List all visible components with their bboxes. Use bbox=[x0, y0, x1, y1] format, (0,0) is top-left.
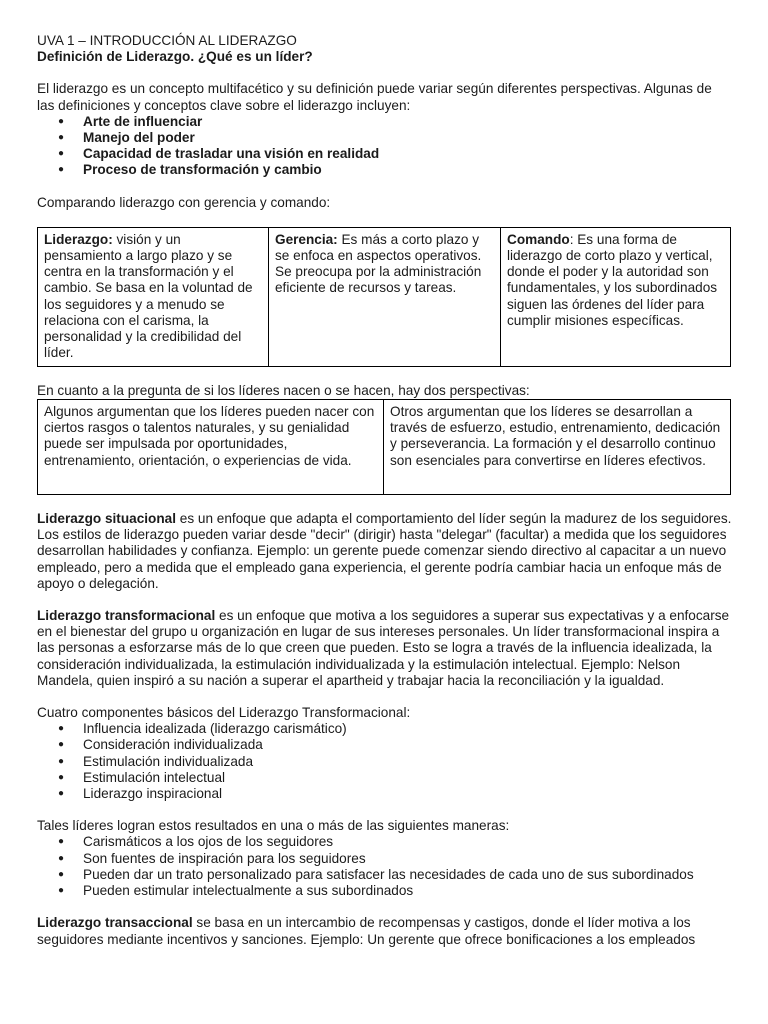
results-intro: Tales líderes logran estos resultados en una o más de las siguientes maneras: bbox=[37, 818, 510, 834]
components-list bbox=[37, 721, 732, 802]
list-item: ● Influencia idealizada (liderazgo carismático) bbox=[37, 721, 732, 737]
section-subtitle: Definición de Liderazgo. ¿Qué es un líder? bbox=[37, 49, 313, 65]
perspectives-table bbox=[37, 399, 731, 495]
cell-liderazgo: Liderazgo: visión y un pensamiento a largo plazo y se centra en la transformación y el cambio. Se basa en la voluntad de los seguidores y a menudo se relaciona con el carisma, la personalidad y la credibilidad del líder. bbox=[38, 227, 269, 366]
cell-made: Otros argumentan que los líderes se desarrollan a través de esfuerzo, estudio, entrenamiento, dedicación y perseverancia. La formación y el desarrollo continuo son esenciales para convertirse en líderes efectivos. bbox=[384, 400, 731, 495]
list-item: ● Arte de influenciar bbox=[37, 114, 732, 130]
document-page bbox=[37, 33, 732, 948]
comparison-intro: Comparando liderazgo con gerencia y comando: bbox=[37, 194, 331, 210]
list-item: ● Pueden dar un trato personalizado para satisfacer las necesidades de cada uno de sus subordinados bbox=[37, 867, 732, 883]
unit-title: UVA 1 – INTRODUCCIÓN AL LIDERAZGO bbox=[37, 33, 297, 48]
list-item: ● Carismáticos a los ojos de los seguidores bbox=[37, 834, 732, 850]
list-item: ● Son fuentes de inspiración para los seguidores bbox=[37, 851, 732, 867]
list-item: ● Liderazgo inspiracional bbox=[37, 786, 732, 802]
transformational-paragraph: Liderazgo transformacional es un enfoque que motiva a los seguidores a superar sus expectativas y a enfocarse en el bienestar del grupo u organización en lugar de sus intereses personales. Un líder transformacional inspira a las personas a esforzarse más de lo que creen que pueden. Esto se logra a través de la influencia idealizada, la consideración individualizada, la estimulación individualizada y la estimulación intelectual. Ejemplo: Nelson Mandela, quien inspiró a su nación a superar el apartheid y trabajar hacia la reconciliación y la igualdad. bbox=[37, 608, 730, 688]
cell-gerencia: Gerencia: Es más a corto plazo y se enfoca en aspectos operativos. Se preocupa por la administración eficiente de recursos y tareas. bbox=[269, 227, 501, 366]
transactional-paragraph: Liderazgo transaccional se basa en un intercambio de recompensas y castigos, donde el líder motiva a los seguidores mediante incentivos y sanciones. Ejemplo: Un gerente que ofrece bonificaciones a los empleados bbox=[37, 915, 696, 947]
list-item: ● Capacidad de trasladar una visión en realidad bbox=[37, 146, 732, 162]
results-list bbox=[37, 834, 732, 899]
list-item: ● Pueden estimular intelectualmente a sus subordinados bbox=[37, 883, 732, 899]
intro-paragraph: El liderazgo es un concepto multifacético y su definición puede variar según diferentes perspectivas. Algunas de las definiciones y conceptos clave sobre el liderazgo incluyen: bbox=[37, 81, 712, 113]
components-intro: Cuatro componentes básicos del Liderazgo Transformacional: bbox=[37, 705, 411, 721]
list-item: ● Proceso de transformación y cambio bbox=[37, 162, 732, 178]
definition-list bbox=[37, 114, 732, 179]
born-or-made-intro: En cuanto a la pregunta de si los líderes nacen o se hacen, hay dos perspectivas: bbox=[37, 382, 530, 398]
list-item: ● Estimulación individualizada bbox=[37, 754, 732, 770]
cell-comando: Comando: Es una forma de liderazgo de corto plazo y vertical, donde el poder y la autoridad son fundamentales, y los subordinados siguen las órdenes del líder para cumplir misiones específicas. bbox=[501, 227, 731, 366]
list-item: ● Manejo del poder bbox=[37, 130, 732, 146]
comparison-table bbox=[37, 227, 731, 367]
list-item: ● Estimulación intelectual bbox=[37, 770, 732, 786]
situational-paragraph: Liderazgo situacional es un enfoque que adapta el comportamiento del líder según la madurez de los seguidores. Los estilos de liderazgo pueden variar desde "decir" (dirigir) hasta "delegar" (facultar) a medida que los seguidores desarrollan habilidades y confianza. Ejemplo: un gerente puede comenzar siendo directivo al capacitar a un nuevo empleado, pero a medida que el empleado gana experiencia, el gerente podría cambiar hacia un enfoque más de apoyo o delegación. bbox=[37, 511, 732, 591]
list-item: ● Consideración individualizada bbox=[37, 737, 732, 753]
cell-born: Algunos argumentan que los líderes pueden nacer con ciertos rasgos o talentos naturales, y su genialidad puede ser impulsada por oportunidades, entrenamiento, orientación, o experiencias de vida. bbox=[38, 400, 384, 495]
